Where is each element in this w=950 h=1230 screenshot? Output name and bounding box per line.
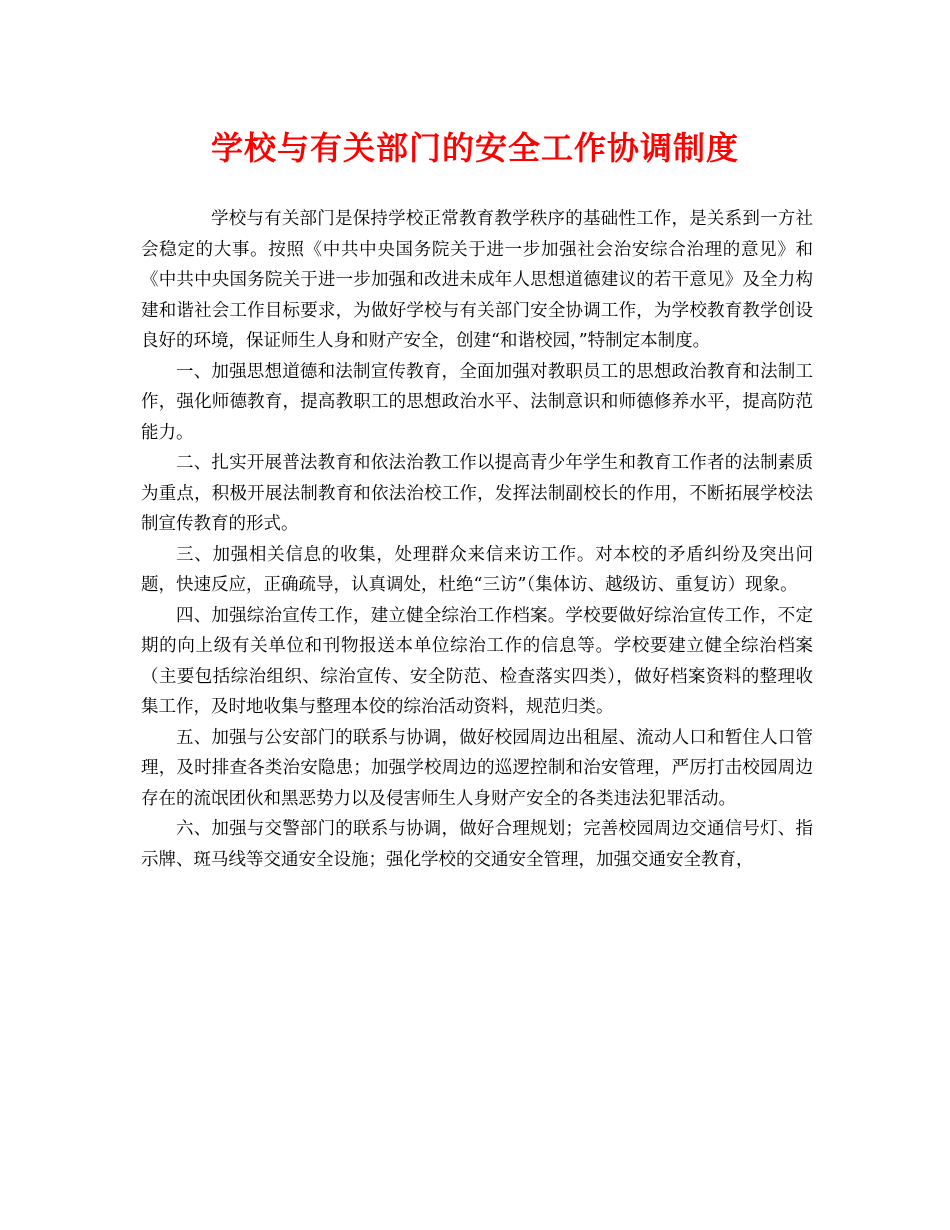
clause-1-paragraph: 一、加强思想道德和法制宣传教育，全面加强对教职员工的思想政治教育和法制工作，强化师德教育，提高教职工的思想政治水平、法制意识和师德修养水平，提高防范能力。 bbox=[141, 361, 813, 443]
clause-3-paragraph: 三、加强相关信息的收集，处理群众来信来访工作。对本校的矛盾纠纷及突出问题，快速反应，正确疏导，认真调处，杜绝“三访”（集体访、越级访、重复访）现象。 bbox=[141, 544, 813, 595]
document-title: 学校与有关部门的安全工作协调制度 bbox=[210, 129, 739, 167]
clause-6-paragraph: 六、加强与交警部门的联系与协调，做好合理规划；完善校园周边交通信号灯、指示牌、斑马线等交通安全设施；强化学校的交通安全管理，加强交通安全教育， bbox=[141, 819, 813, 870]
clause-2-paragraph: 二、扎实开展普法教育和依法治教工作以提高青少年学生和教育工作者的法制素质为重点，积极开展法制教育和依法治校工作，发挥法制副校长的作用，不断拓展学校法制宣传教育的形式。 bbox=[141, 453, 813, 534]
document-body bbox=[141, 204, 813, 875]
intro-paragraph: 学校与有关部门是保持学校正常教育教学秩序的基础性工作，是关系到一方社会稳定的大事。按照《中共中央国务院关于进一步加强社会治安综合治理的意见》和《中共中央国务院关于进一步加强和改进未成年人思想道德建议的若干意见》及全力构建和谐社会工作目标要求，为做好学校与有关部门安全协调工作，为学校教育教学创设良好的环境，保证师生人身和财产安全，创建“和谐校园，”特制定本制度。 bbox=[141, 209, 813, 351]
clause-4-paragraph: 四、加强综治宣传工作，建立健全综治工作档案。学校要做好综治宣传工作，不定期的向上级有关单位和刊物报送本单位综治工作的信息等。学校要建立健全综治档案（主要包括综治组织、综治宣传、安全防范、检查落实四类），做好档案资料的整理收集工作，及时地收集与整理本佼的综治活动资料，规范归类。 bbox=[141, 605, 813, 717]
clause-5-paragraph: 五、加强与公安部门的联系与协调，做好校园周边出租屋、流动人口和暂住人口管理，及时排查各类治安隐患；加强学校周边的巡逻控制和治安管理，严厉打击校园周边存在的流氓团伙和黑恶势力以及侵害师生人身财产安全的各类违法犯罪活动。 bbox=[141, 727, 813, 809]
